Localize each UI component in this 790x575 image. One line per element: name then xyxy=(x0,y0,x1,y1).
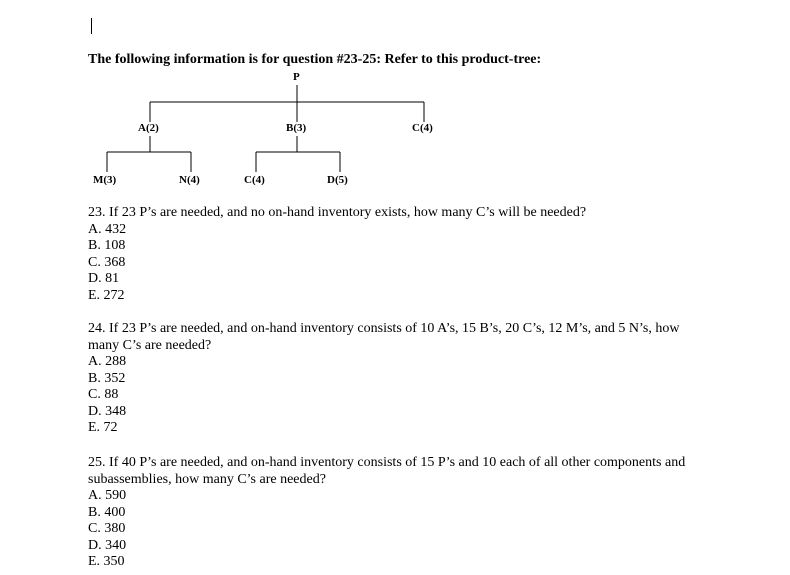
option-e: E. 72 xyxy=(88,420,118,435)
option-c: C. 380 xyxy=(88,521,126,536)
option-b: B. 400 xyxy=(88,504,126,520)
tree-node-b: B(3) xyxy=(286,122,307,134)
product-tree-lines xyxy=(0,0,790,200)
option-b: B. 108 xyxy=(88,238,126,253)
option-d: D. 81 xyxy=(88,271,120,286)
question-25 xyxy=(88,455,708,571)
question-stem: 24. If 23 P’s are needed, and on-hand inventory consists of 10 A’s, 15 B’s, 20 C’s, 12 M’s, and 5 N’s, how many C’s are needed? xyxy=(88,321,680,353)
option-a: A. 288 xyxy=(88,354,127,369)
option-d: D. 340 xyxy=(88,537,127,553)
option-d: D. 348 xyxy=(88,403,127,419)
option-a: A. 590 xyxy=(88,488,127,503)
section-header: The following information is for question #23-25: Refer to this product-tree: xyxy=(88,52,542,67)
tree-node-p: P xyxy=(293,71,300,83)
question-23 xyxy=(88,205,708,304)
tree-node-a: A(2) xyxy=(138,122,159,134)
option-b: B. 352 xyxy=(88,370,126,386)
question-stem: 23. If 23 P’s are needed, and no on-hand inventory exists, how many C’s will be needed? xyxy=(88,205,587,220)
tree-node-m: M(3) xyxy=(93,174,117,186)
option-a: A. 432 xyxy=(88,221,127,237)
option-e: E. 272 xyxy=(88,287,125,303)
tree-node-n: N(4) xyxy=(179,174,200,186)
option-c: C. 368 xyxy=(88,254,126,270)
tree-node-c-top: C(4) xyxy=(412,122,433,134)
option-e: E. 350 xyxy=(88,554,125,569)
tree-node-c-sub: C(4) xyxy=(244,174,265,186)
question-24 xyxy=(88,321,708,437)
tree-node-d: D(5) xyxy=(327,174,348,186)
question-stem: 25. If 40 P’s are needed, and on-hand inventory consists of 15 P’s and 10 each of all other components and subassemblies, how many C’s are needed? xyxy=(88,455,686,487)
option-c: C. 88 xyxy=(88,387,119,402)
